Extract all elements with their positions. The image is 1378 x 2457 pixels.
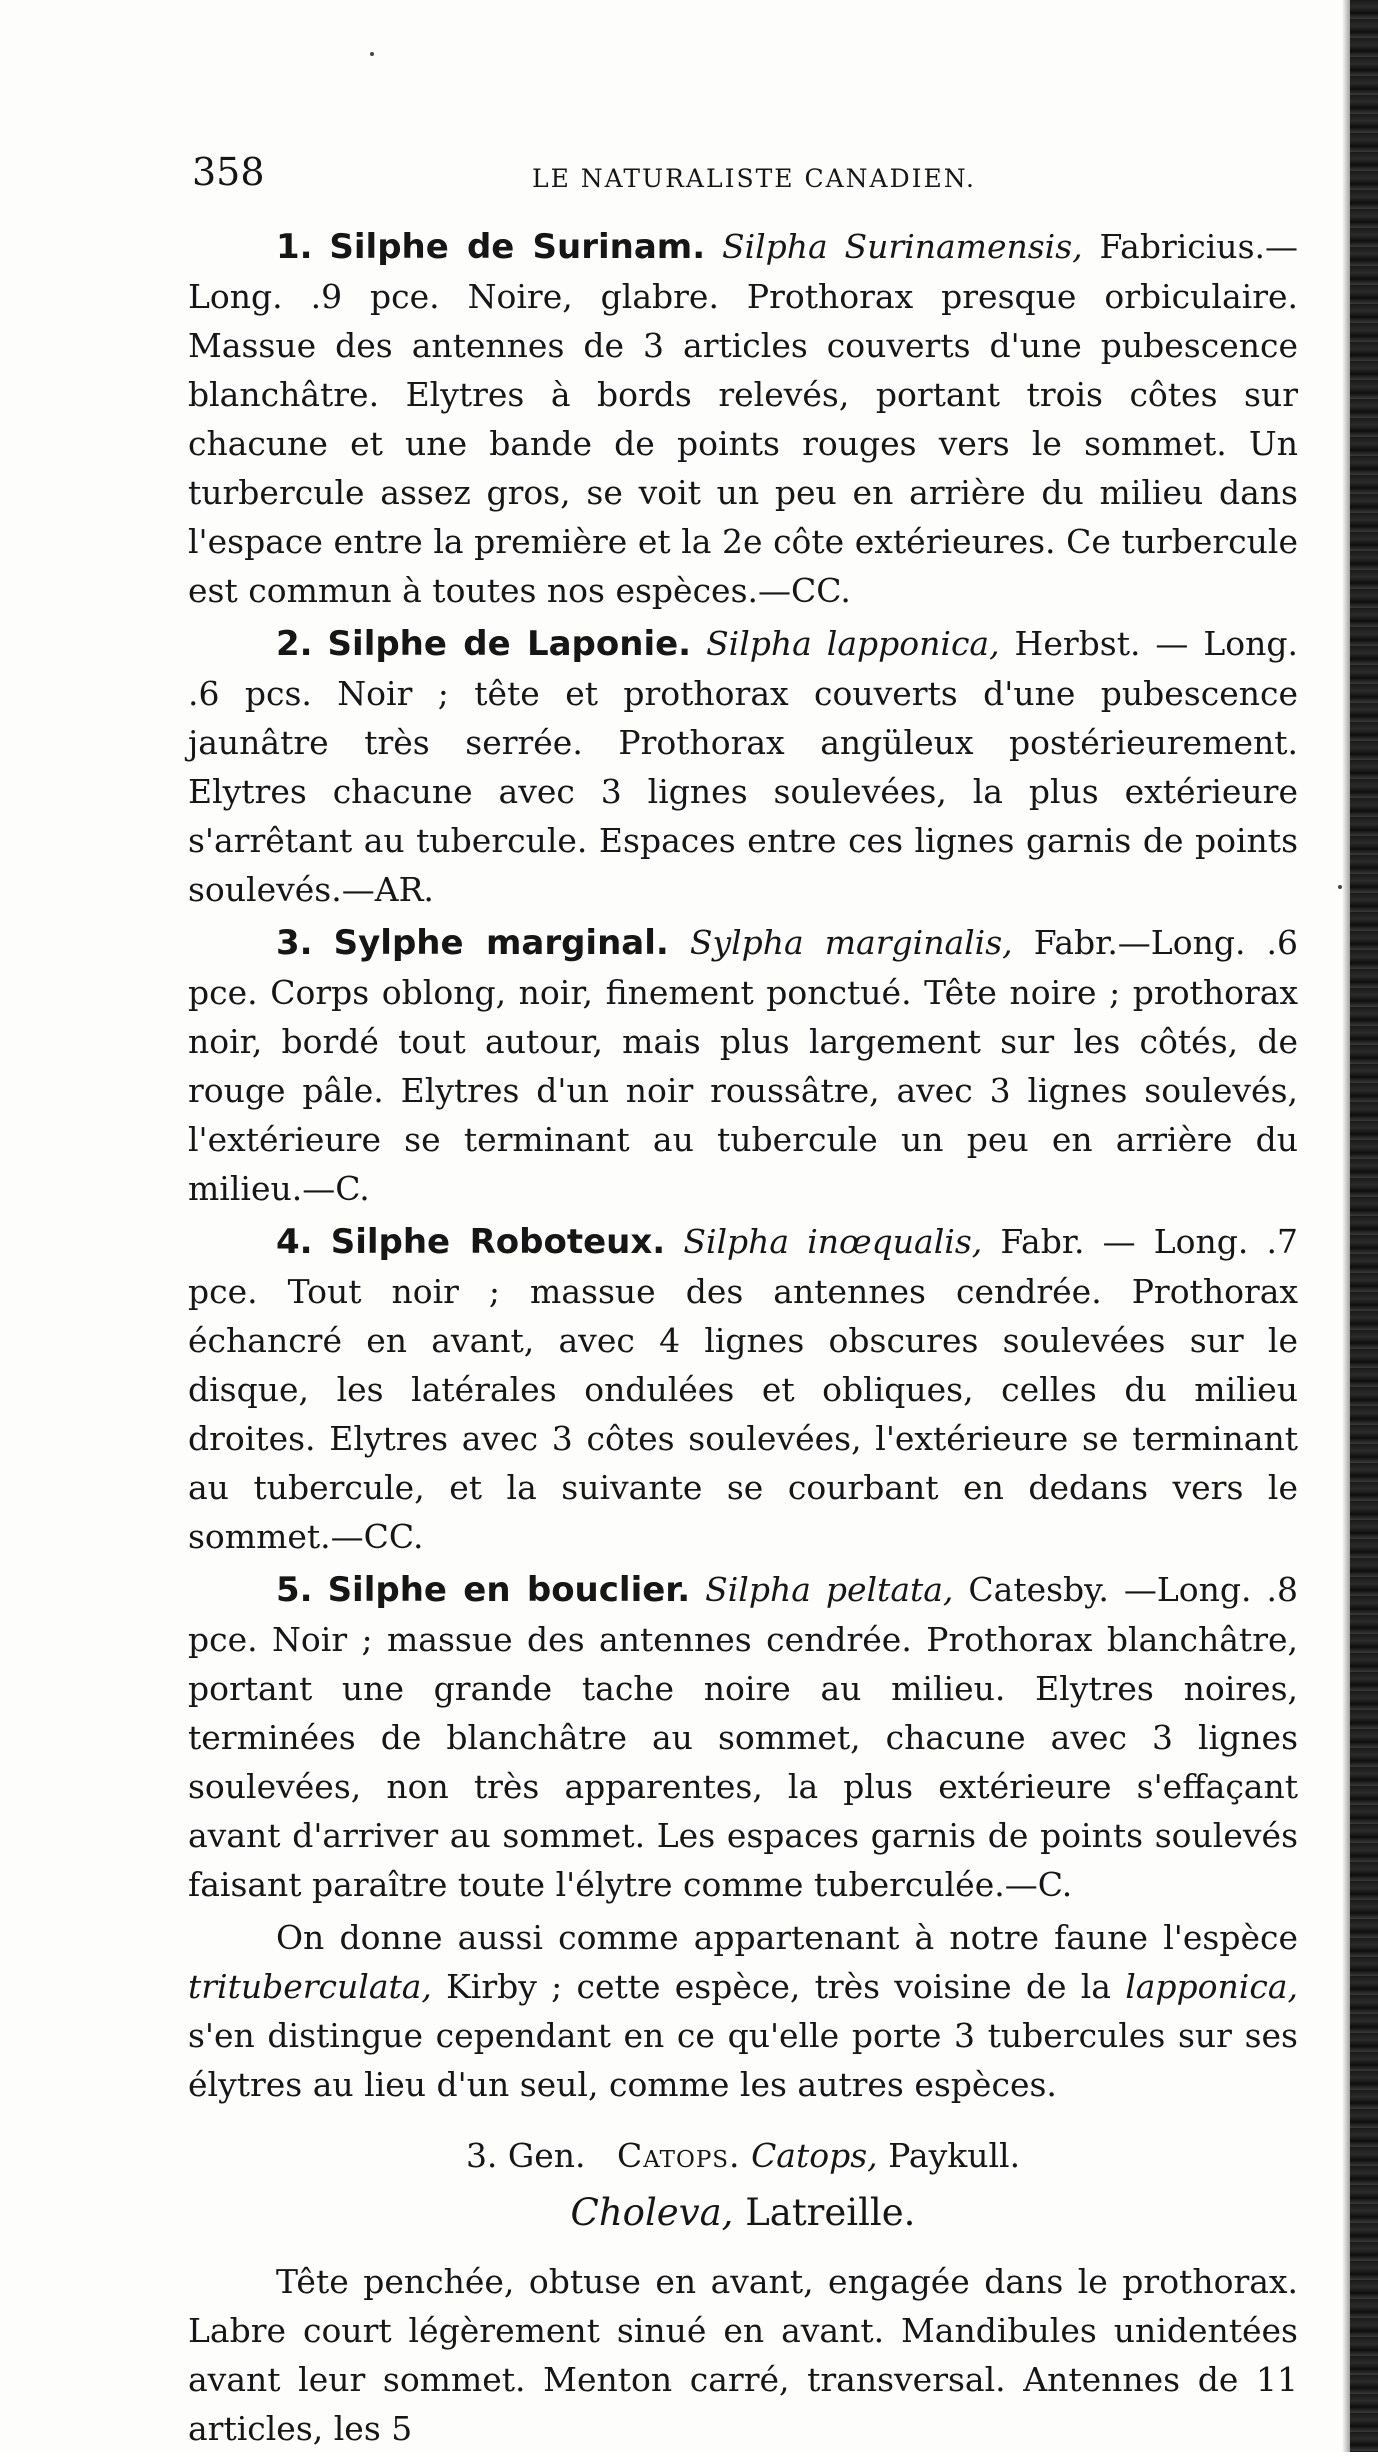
latin-name: Silpha peltata,: [705, 1570, 954, 1609]
species-description: Fabr.—Long. .6 pce. Corps oblong, noir, finement ponctué. Tête noire ; prothorax noir, bordé tout autour, mais plus largement sur les côtés, de rouge pâle. Elytres d'un noir roussâtre, avec 3 lignes soulevés, l'extérieure se terminant au tubercule un peu en arrière du milieu.—C.: [188, 923, 1298, 1208]
note-text: On donne aussi comme appartenant à notre faune l'espèce: [276, 1918, 1298, 1957]
entry-number: 4.: [276, 1222, 313, 1262]
species-description: Fabricius.—Long. .9 pce. Noire, glabre. Prothorax presque orbiculaire. Massue des antennes de 3 articles couverts d'une pubescence blanchâtre. Elytres à bords relevés, portant trois côtes sur chacune et une bande de points rouges vers le sommet. Un turbercule assez gros, se voit un peu en arrière du milieu dans l'espace entre la première et la 2e côte extérieures. Ce turbercule est commun à toutes nos espèces.—CC.: [188, 227, 1298, 610]
latin-name: Silpha lapponica,: [706, 624, 1000, 663]
latin-name: trituberculata,: [188, 1967, 432, 2006]
latin-name: Silpha Surinamensis,: [721, 227, 1083, 266]
running-title: LE NATURALISTE CANADIEN.: [532, 164, 976, 193]
genus-heading: [188, 2131, 1298, 2180]
entry-number: 1.: [276, 227, 313, 267]
entry-number: 5.: [276, 1570, 313, 1610]
species-name: Silphe de Surinam.: [329, 227, 706, 267]
entry-number: 2.: [276, 624, 313, 664]
binding-edge: [1350, 0, 1378, 2452]
genus-author: Paykull.: [888, 2136, 1021, 2175]
page-header: [192, 150, 1192, 200]
genus-description: Tête penchée, obtuse en avant, engagée dans le prothorax. Labre court légèrement sinué en avant. Mandibules unidentées avant leur sommet. Menton carré, transversal. Antennes de 11 articles, les 5: [188, 2262, 1298, 2448]
latin-name: lapponica,: [1125, 1967, 1298, 2006]
synonym-latin: Choleva,: [570, 2191, 734, 2234]
species-description: Catesby. —Long. .8 pce. Noir ; massue des antennes cendrée. Prothorax blanchâtre, portant une grande tache noire au milieu. Elytres noires, terminées de blanchâtre au sommet, chacune avec 3 lignes soulevées, non très apparentes, la plus extérieure s'effaçant avant d'arriver au sommet. Les espaces garnis de points soulevés faisant paraître toute l'élytre comme tuberculée.—C.: [188, 1570, 1298, 1904]
note-text: Kirby ; cette espèce, très voisine de la: [431, 1967, 1126, 2006]
note-text: s'en distingue cependant en ce qu'elle porte 3 tubercules sur ses élytres au lieu d'un seul, comme les autres espèces.: [188, 2016, 1298, 2104]
species-name: Sylphe marginal.: [333, 923, 669, 963]
species-name: Silphe en bouclier.: [327, 1570, 691, 1610]
species-entry-2: [188, 619, 1298, 914]
scan-speck: [370, 52, 374, 56]
species-name: Silphe de Laponie.: [327, 624, 692, 664]
species-entry-1: [188, 222, 1298, 615]
latin-name: Silpha inœqualis,: [683, 1222, 983, 1261]
page-body: [188, 222, 1298, 2457]
genus-prefix: 3. Gen.: [465, 2136, 586, 2175]
synonym-heading: [188, 2188, 1298, 2237]
species-description: Fabr. — Long. .7 pce. Tout noir ; massue des antennes cendrée. Prothorax échancré en avant, avec 4 lignes obscures soulevées sur le disque, les latérales ondulées et obliques, celles du milieu droites. Elytres avec 3 côtes soulevées, l'extérieure se terminant au tubercule, et la suivante se courbant en dedans vers le sommet.—CC.: [188, 1222, 1299, 1556]
additional-species-note: [188, 1913, 1298, 2109]
latin-name: Sylpha marginalis,: [689, 923, 1013, 962]
species-entry-5: [188, 1565, 1298, 1909]
genus-latin: Catops,: [751, 2136, 878, 2175]
species-name: Silphe Roboteux.: [330, 1222, 666, 1262]
scan-speck: [1338, 885, 1342, 889]
species-entry-3: [188, 918, 1298, 1213]
species-description: Herbst. — Long. .6 pcs. Noir ; tête et prothorax couverts d'une pubescence jaunâtre très serrée. Prothorax angüleux postérieurement. Elytres chacune avec 3 lignes soulevées, la plus extérieure s'arrêtant au tubercule. Espaces entre ces lignes garnis de points soulevés.—AR.: [188, 624, 1299, 909]
genus-name: Catops.: [617, 2136, 741, 2175]
species-entry-4: [188, 1217, 1298, 1561]
synonym-author: Latreille.: [745, 2191, 916, 2234]
binding-shadow: [1342, 0, 1350, 2452]
entry-number: 3.: [276, 923, 313, 963]
page-number: 358: [192, 150, 265, 194]
